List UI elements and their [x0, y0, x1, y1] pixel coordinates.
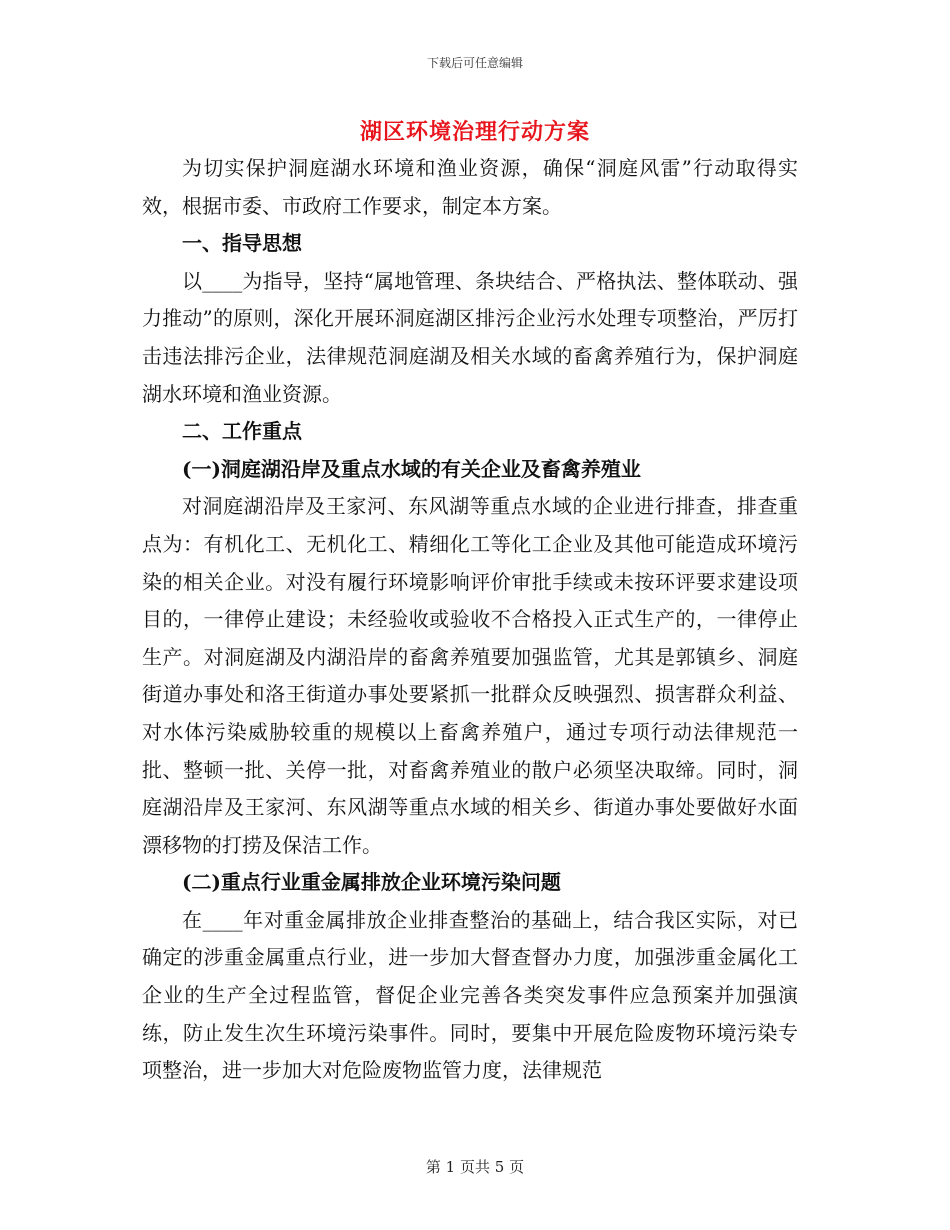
lakeshore-paragraph: 对洞庭湖沿岸及王家河、东风湖等重点水域的企业进行排查，排查重点为：有机化工、无机化工、精细化工等化工企业及其他可能造成环境污染的相关企业。对没有履行环境影响评价审批手续或未按环评要求建设项目的，一律停止建设；未经验收或验收不合格投入正式生产的，一律停止生产。对洞庭湖及内湖沿岸的畜禽养殖要加强监管，尤其是郭镇乡、洞庭街道办事处和洛王街道办事处要紧抓一批群众反映强烈、损害群众利益、对水体污染威胁较重的规模以上畜禽养殖户，通过专项行动法律规范一批、整顿一批、关停一批，对畜禽养殖业的散户必须坚决取缔。同时，洞庭湖沿岸及王家河、东风湖等重点水域的相关乡、街道办事处要做好水面漂移物的打捞及保洁工作。: [142, 494, 798, 857]
intro-paragraph: 为切实保护洞庭湖水环境和渔业资源，确保“洞庭风雷”行动取得实效，根据市委、市政府工作要求，制定本方案。: [142, 156, 798, 218]
subsection-heading-2: (二)重点行业重金属排放企业环境污染问题: [182, 870, 561, 895]
heavy-metal-paragraph: 在____年对重金属排放企业排查整治的基础上，结合我区实际，对已确定的涉重金属重点行业，进一步加大督查督办力度，加强涉重金属化工企业的生产全过程监管，督促企业完善各类突发事件应急预案并加强演练，防止发生次生环境污染事件。同时，要集中开展危险废物环境污染专项整治，进一步加大对危险废物监管力度，法律规范: [142, 907, 798, 1083]
page-header: 下载后可任意编辑: [426, 56, 523, 70]
section-heading-2: 二、工作重点: [182, 419, 302, 444]
document-body: [142, 150, 798, 1090]
guiding-thought-paragraph: 以____为指导，坚持“属地管理、条块结合、严格执法、整体联动、强力推动”的原则，深化开展环洞庭湖区排污企业污水处理专项整治，严厉打击违法排污企业，法律规范洞庭湖及相关水域的畜禽养殖行为，保护洞庭湖水环境和渔业资源。: [142, 268, 798, 406]
section-heading-1: 一、指导思想: [182, 231, 302, 256]
document-title: 湖区环境治理行动方案: [359, 119, 590, 145]
subsection-heading-1: (一)洞庭湖沿岸及重点水域的有关企业及畜禽养殖业: [182, 456, 641, 481]
page-footer: 第 1 页共 5 页: [425, 1158, 525, 1176]
